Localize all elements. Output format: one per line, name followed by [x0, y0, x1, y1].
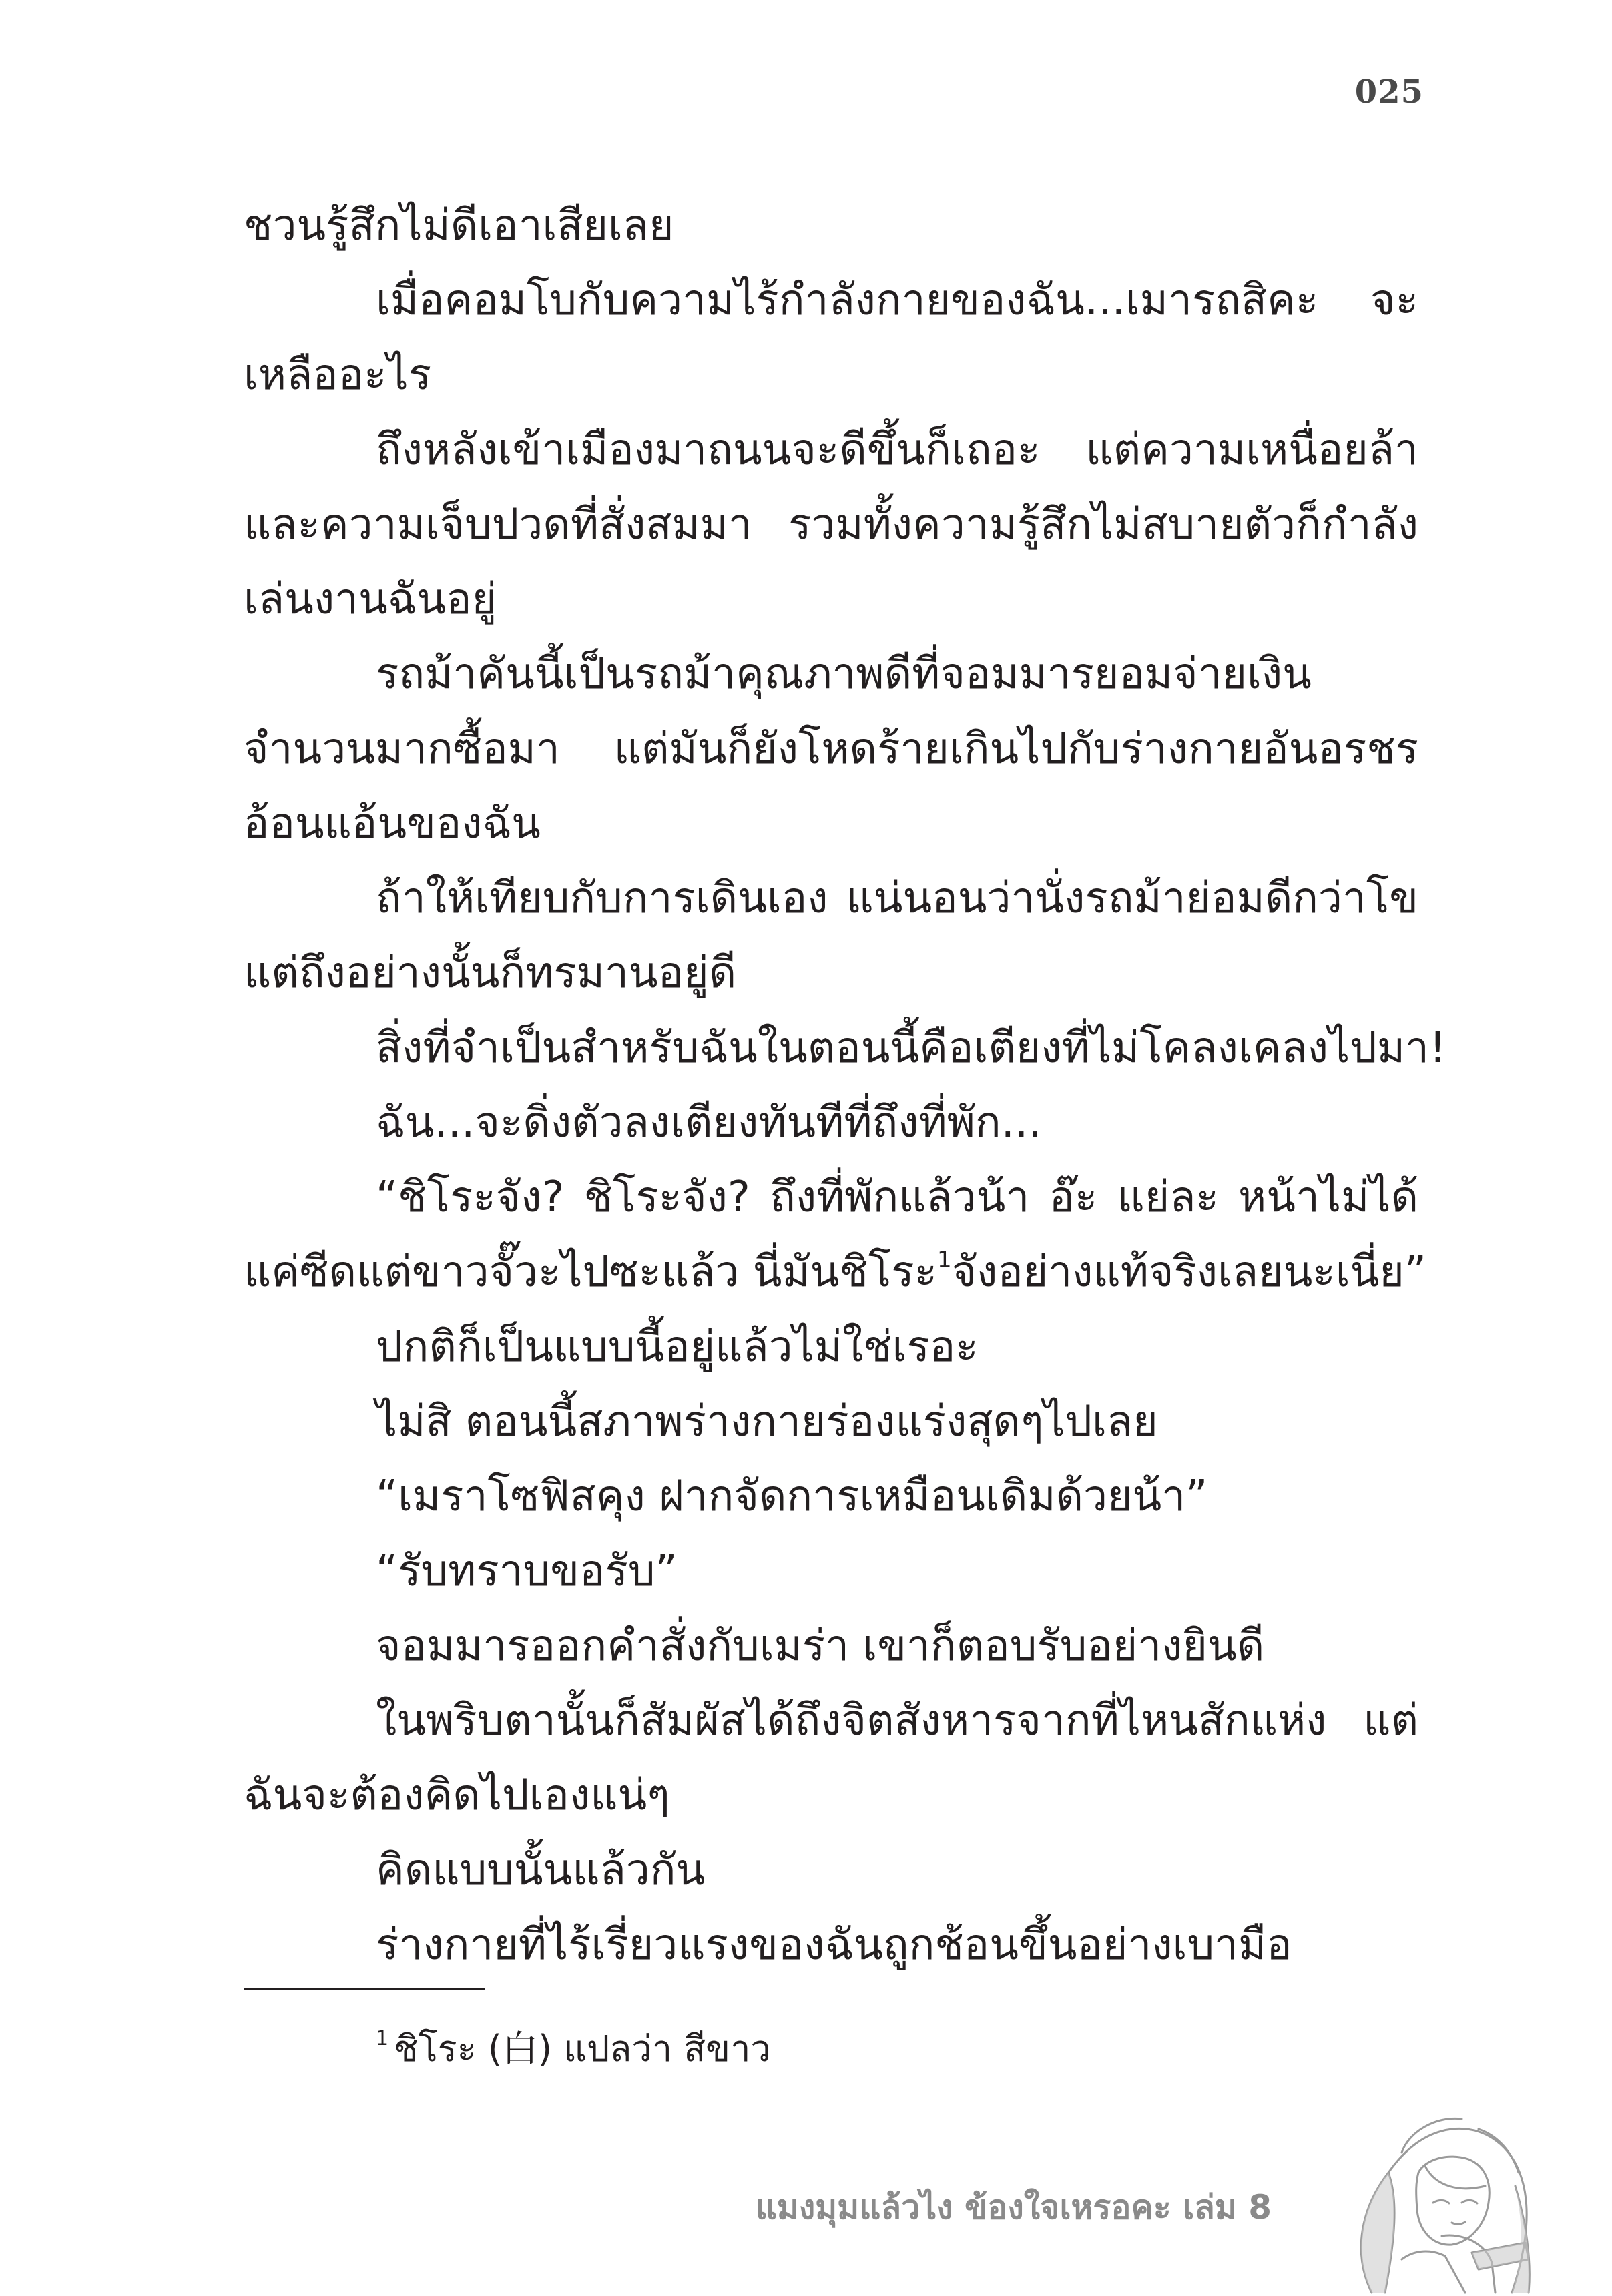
line-text-after-ref: จังอย่างแท้จริงเลยนะเนี่ย” — [951, 1247, 1427, 1297]
body-text — [244, 188, 1446, 1982]
text-line: แต่ถึงอย่างนั้นก็ทรมานอยู่ดี — [244, 948, 737, 998]
character-portrait-illustration-icon — [1325, 2092, 1545, 2296]
text-line: ฉัน...จะดิ่งตัวลงเตียงทันทีที่ถึงที่พัก... — [376, 1098, 1042, 1147]
text-line: สิ่งที่จำเป็นสำหรับฉันในตอนนี้คือเตียงที่ไม่โคลงเคลงไปมา! — [376, 1023, 1446, 1073]
footnote — [376, 2022, 771, 2076]
text-line: ในพริบตานั้นก็สัมผัสได้ถึงจิตสังหารจากที่ไหนสักแห่ง แต่ — [376, 1696, 1418, 1745]
text-line: ไม่สิ ตอนนี้สภาพร่างกายร่องแร่งสุดๆไปเลย — [376, 1397, 1158, 1446]
text-line: ถ้าให้เทียบกับการเดินเอง แน่นอนว่านั่งรถม้าย่อมดีกว่าโข — [376, 874, 1418, 923]
text-line: “ชิโระจัง? ชิโระจัง? ถึงที่พักแล้วน้า อ๊ะ แย่ละ หน้าไม่ได้ — [376, 1173, 1419, 1222]
text-line: ร่างกายที่ไร้เรี่ยวแรงของฉันถูกช้อนขึ้นอย่างเบามือ — [376, 1920, 1292, 1970]
text-line: ชวนรู้สึกไม่ดีเอาเสียเลย — [244, 201, 674, 250]
text-line: ถึงหลังเข้าเมืองมาถนนจะดีขึ้นก็เถอะ แต่ความเหนื่อยล้า — [376, 425, 1418, 475]
line-text-before-ref: แค่ซีดแต่ขาวจั๊วะไปซะแล้ว นี่มันชิโระ — [244, 1247, 937, 1297]
text-line: เหลืออะไร — [244, 350, 432, 400]
running-footer-title: แมงมุมแล้วไง ข้องใจเหรอคะ เล่ม 8 — [755, 2188, 1272, 2227]
text-line: และความเจ็บปวดที่สั่งสมมา รวมทั้งความรู้สึกไม่สบายตัวก็กำลัง — [244, 500, 1418, 549]
text-line-with-footnote — [244, 1235, 1427, 1310]
text-line: เล่นงานฉันอยู่ — [244, 575, 497, 624]
text-line: จำนวนมากซื้อมา แต่มันก็ยังโหดร้ายเกินไปกับร่างกายอันอรชร — [244, 724, 1418, 774]
page-number: 025 — [1354, 73, 1424, 111]
footnote-divider — [244, 1988, 485, 1990]
text-line: อ้อนแอ้นของฉัน — [244, 799, 541, 848]
text-line: ปกติก็เป็นแบบนี้อยู่แล้วไม่ใช่เรอะ — [376, 1322, 979, 1372]
text-line: “รับทราบขอรับ” — [376, 1546, 678, 1596]
footnote-text: ชิโระ (白) แปลว่า สีขาว — [394, 2028, 771, 2070]
text-line: ฉันจะต้องคิดไปเองแน่ๆ — [244, 1771, 670, 1820]
text-line: เมื่อคอมโบกับความไร้กำลังกายของฉัน...เมารถสิคะ จะ — [376, 276, 1418, 325]
footnote-reference: 1 — [936, 1247, 952, 1273]
text-line: คิดแบบนั้นแล้วกัน — [376, 1845, 706, 1895]
text-line: “เมราโซฟิสคุง ฝากจัดการเหมือนเดิมด้วยน้า” — [376, 1472, 1208, 1521]
text-line: รถม้าคันนี้เป็นรถม้าคุณภาพดีที่จอมมารยอมจ่ายเงิน — [376, 649, 1312, 699]
footnote-marker: 1 — [376, 2027, 389, 2050]
text-line: จอมมารออกคำสั่งกับเมร่า เขาก็ตอบรับอย่างยินดี — [376, 1621, 1265, 1671]
